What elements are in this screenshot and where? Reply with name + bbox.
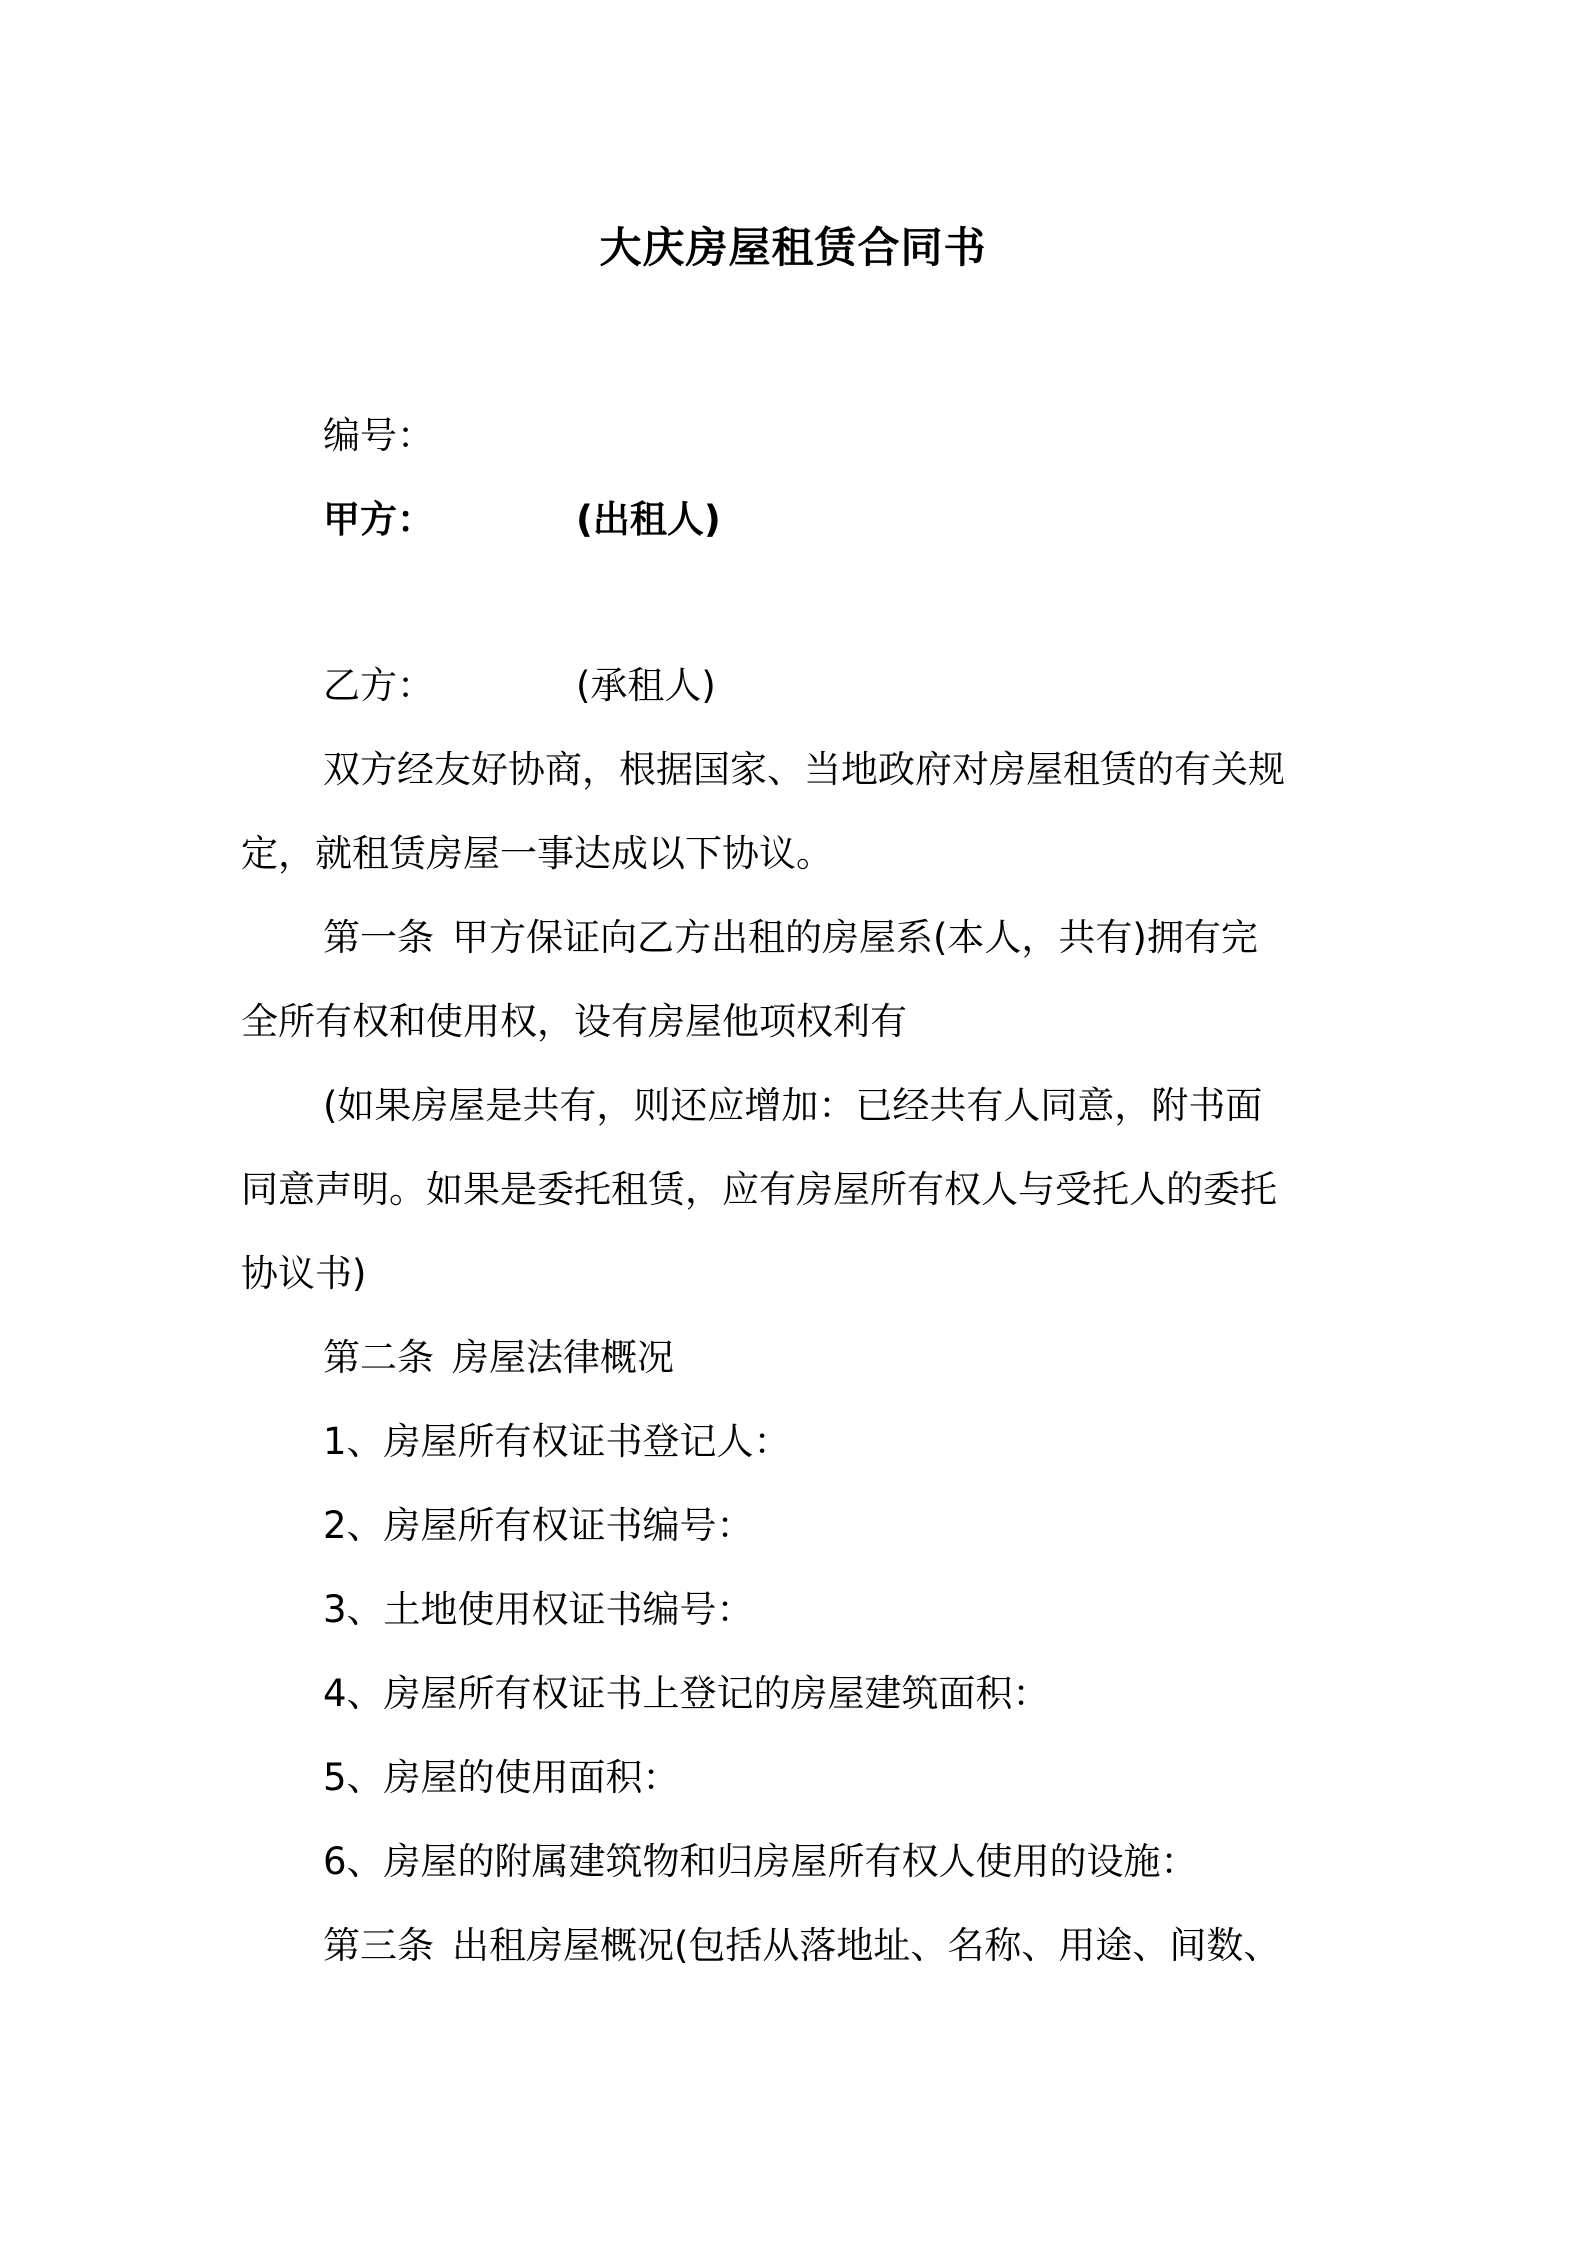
article-2-heading: 第二条 xyxy=(323,1336,434,1379)
intro-paragraph-line-1: 双方经友好协商，根据国家、当地政府对房屋租赁的有关规 xyxy=(323,748,1285,791)
list-item: 2、房屋所有权证书编号： xyxy=(323,1504,754,1547)
note-paragraph-line-3: 协议书) xyxy=(241,1252,367,1295)
article-1-heading: 第一条 xyxy=(323,916,434,959)
party-b-role: (承租人) xyxy=(576,664,716,707)
document-title: 大庆房屋租赁合同书 xyxy=(599,223,987,272)
article-2-title: 房屋法律概况 xyxy=(452,1336,674,1379)
article-3-text: 出租房屋概况(包括从落地址、名称、用途、间数、 xyxy=(452,1924,1281,1967)
article-1-line-1 xyxy=(323,915,1258,961)
list-item: 3、土地使用权证书编号： xyxy=(323,1588,754,1631)
article-1-text: 甲方保证向乙方出租的房屋系(本人，共有)拥有完 xyxy=(452,916,1258,959)
article-1-line-2: 全所有权和使用权，设有房屋他项权利有 xyxy=(241,1000,907,1043)
party-b-line xyxy=(323,663,716,709)
party-a-line xyxy=(323,497,721,543)
list-item: 1、房屋所有权证书登记人： xyxy=(323,1420,791,1463)
list-item: 6、房屋的附属建筑物和归房屋所有权人使用的设施： xyxy=(323,1840,1198,1883)
intro-paragraph-line-2: 定，就租赁房屋一事达成以下协议。 xyxy=(241,832,833,875)
party-b-label: 乙方： xyxy=(323,664,434,707)
list-item: 5、房屋的使用面积： xyxy=(323,1756,680,1799)
article-3-heading: 第三条 xyxy=(323,1924,434,1967)
article-3-line-1 xyxy=(323,1923,1280,1969)
note-paragraph-line-1: (如果房屋是共有，则还应增加：已经共有人同意，附书面 xyxy=(323,1084,1263,1127)
party-a-label: 甲方： xyxy=(323,498,434,541)
list-item: 4、房屋所有权证书上登记的房屋建筑面积： xyxy=(323,1672,1050,1715)
article-2-line xyxy=(323,1335,674,1381)
party-a-role: (出租人) xyxy=(576,498,721,541)
contract-number-label: 编号： xyxy=(323,414,434,457)
note-paragraph-line-2: 同意声明。如果是委托租赁，应有房屋所有权人与受托人的委托 xyxy=(241,1168,1277,1211)
